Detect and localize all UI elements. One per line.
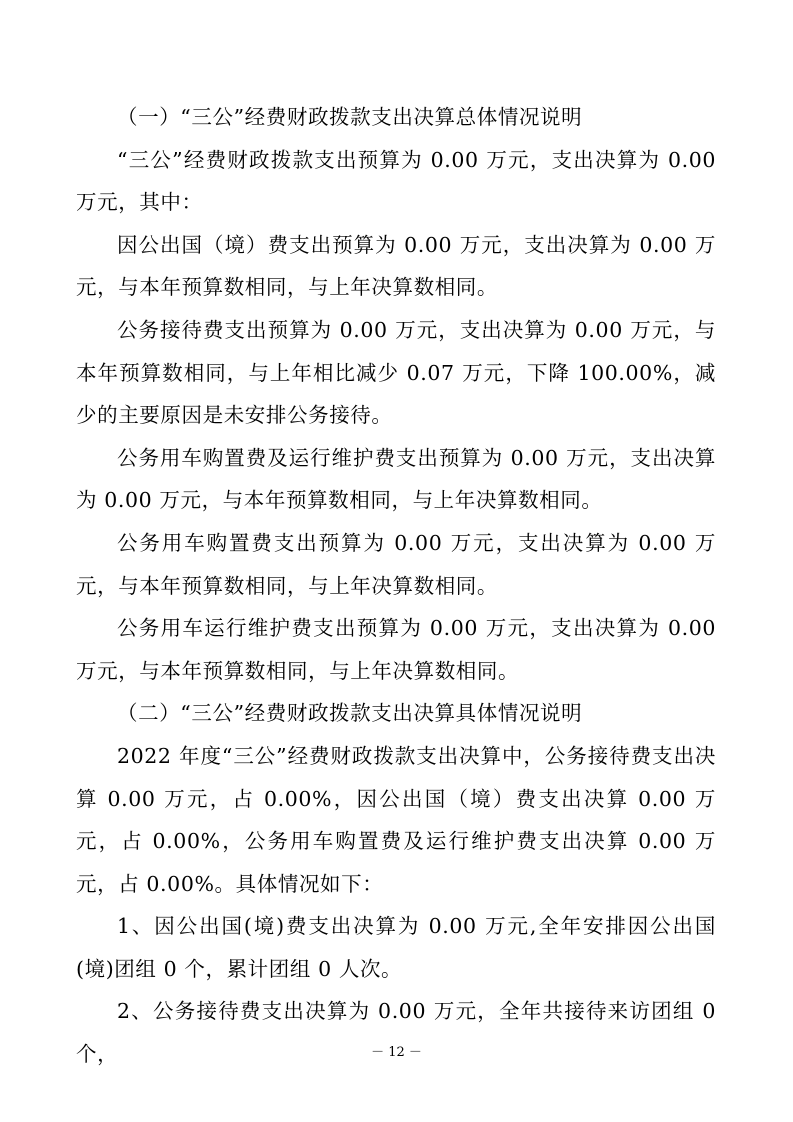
paragraph-item-1: 1、因公出国(境)费支出决算为 0.00 万元,全年安排因公出国(境)团组 0 个，累计团组 0 人次。 (76, 914, 716, 981)
page-number: － 12 － (371, 1045, 422, 1060)
paragraph-item-2: 2、公务接待费支出决算为 0.00 万元，全年共接待来访团组 0 个， (76, 999, 716, 1067)
document-body (76, 96, 716, 1076)
paragraph-vehicle-total: 公务用车购置费及运行维护费支出预算为 0.00 万元，支出决算为 0.00 万元，与本年预算数相同，与上年决算数相同。 (76, 445, 716, 513)
paragraph-budget-summary: “三公”经费财政拨款支出预算为 0.00 万元，支出决算为 0.00 万元，其中： (76, 147, 716, 215)
paragraph-vehicle-maintenance: 公务用车运行维护费支出预算为 0.00 万元，支出决算为 0.00 万元，与本年预算数相同，与上年决算数相同。 (76, 616, 716, 683)
section-heading-detail: （二）“三公”经费财政拨款支出决算具体情况说明 (117, 701, 583, 726)
paragraph-official-reception: 公务接待费支出预算为 0.00 万元，支出决算为 0.00 万元，与本年预算数相同，与上年相比减少 0.07 万元，下降 100.00%，减少的主要原因是未安排公务接待。 (76, 317, 716, 428)
paragraph-overseas-travel: 因公出国（境）费支出预算为 0.00 万元，支出决算为 0.00 万元，与本年预算数相同，与上年决算数相同。 (76, 232, 716, 300)
paragraph-detail-summary: 2022 年度“三公”经费财政拨款支出决算中，公务接待费支出决算 0.00 万元，占 0.00%，因公出国（境）费支出决算 0.00 万元，占 0.00%，公务用车购置费及运行维护费支出决算 0.00 万元，占 0.00%。具体情况如下： (76, 743, 716, 896)
paragraph-vehicle-purchase: 公务用车购置费支出预算为 0.00 万元，支出决算为 0.00 万元，与本年预算数相同，与上年决算数相同。 (76, 530, 716, 598)
section-heading-overall: （一）“三公”经费财政拨款支出决算总体情况说明 (117, 105, 583, 129)
